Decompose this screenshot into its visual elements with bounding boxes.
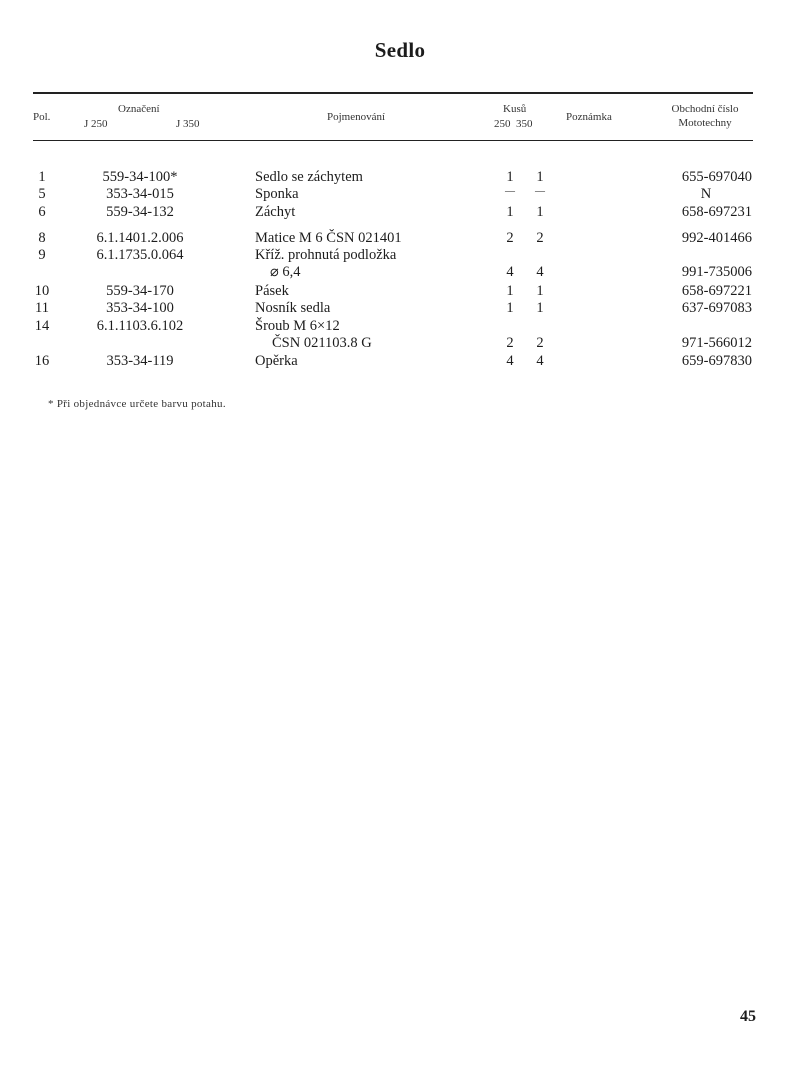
row-name: ⌀ 6,4: [270, 264, 301, 280]
row-code: 559-34-132: [106, 204, 174, 220]
row-name: Kříž. prohnutá podložka: [255, 247, 397, 263]
row-name: Pásek: [255, 283, 289, 299]
row-position: 8: [38, 230, 46, 246]
table-header-rule: [33, 140, 753, 141]
row-position: 10: [34, 283, 50, 299]
row-trade-number: 991-735006: [681, 264, 752, 280]
table-row: [0, 300, 800, 318]
row-qty-250: 1: [506, 204, 514, 220]
row-trade-number: 658-697221: [681, 283, 752, 299]
row-code: 353-34-100: [106, 300, 174, 316]
row-name: Záchyt: [255, 204, 296, 220]
row-code: 6.1.1735.0.064: [96, 247, 184, 263]
row-code: 559-34-170: [106, 283, 174, 299]
row-qty-250: 1: [506, 169, 514, 185]
row-position: 14: [34, 318, 50, 334]
row-qty-250: 1: [506, 283, 514, 299]
row-qty-350: 4: [536, 264, 544, 280]
row-qty-350: 2: [536, 335, 544, 351]
row-qty-250: 2: [506, 230, 514, 246]
table-row: [0, 186, 800, 204]
header-mototechny: Mototechny: [678, 117, 732, 129]
row-name: Sedlo se záchytem: [255, 169, 363, 185]
row-trade-number: 655-697040: [681, 169, 752, 185]
row-position: 5: [38, 186, 46, 202]
page-number: 45: [740, 1008, 756, 1025]
table-row: [0, 264, 800, 282]
header-pojmenovani: Pojmenování: [327, 111, 386, 123]
table-row: [0, 318, 800, 336]
table-row: [0, 230, 800, 248]
row-qty-250: 4: [506, 264, 514, 280]
row-position: 6: [38, 204, 46, 220]
table-row: [0, 335, 800, 353]
row-qty-250: 4: [506, 353, 514, 369]
row-position: 16: [34, 353, 50, 369]
header-j250: J 250: [84, 118, 108, 130]
row-trade-number: N: [700, 186, 712, 202]
footnote: * Při objednávce určete barvu potahu.: [48, 398, 226, 410]
row-name: Nosník sedla: [255, 300, 331, 316]
page-title: Sedlo: [374, 38, 426, 62]
row-qty-350: 1: [536, 169, 544, 185]
header-j350: J 350: [176, 118, 200, 130]
row-code: 559-34-100*: [102, 169, 178, 185]
row-qty-350: 4: [536, 353, 544, 369]
row-trade-number: 658-697231: [681, 204, 752, 220]
row-name: Šroub M 6×12: [255, 318, 340, 334]
row-trade-number: 637-697083: [681, 300, 752, 316]
header-kusu-sub: 250 350: [494, 118, 533, 130]
row-trade-number: 971-566012: [681, 335, 752, 351]
row-code: 6.1.1401.2.006: [96, 230, 184, 246]
row-name: Sponka: [255, 186, 299, 202]
table-top-rule: [33, 92, 753, 94]
row-code: 353-34-015: [106, 186, 174, 202]
table-row: [0, 283, 800, 301]
header-oznaceni: Označení: [118, 103, 160, 115]
row-qty-250: 1: [506, 300, 514, 316]
header-pol: Pol.: [33, 111, 51, 123]
row-qty-350: —: [535, 186, 545, 197]
row-position: 9: [38, 247, 46, 263]
row-position: 11: [35, 300, 49, 316]
header-kusu: Kusů: [503, 103, 527, 115]
table-row: [0, 353, 800, 371]
row-name: Opěrka: [255, 353, 298, 369]
row-position: 1: [38, 169, 46, 185]
header-poznamka: Poznámka: [566, 111, 612, 123]
row-qty-350: 1: [536, 300, 544, 316]
row-code: 6.1.1103.6.102: [96, 318, 184, 334]
row-qty-250: 2: [506, 335, 514, 351]
row-qty-250: —: [505, 186, 515, 197]
row-trade-number: 992-401466: [681, 230, 752, 246]
row-qty-350: 2: [536, 230, 544, 246]
row-name: ČSN 021103.8 G: [272, 335, 372, 351]
row-code: 353-34-119: [106, 353, 174, 369]
row-name: Matice M 6 ČSN 021401: [255, 230, 402, 246]
header-obchodni-cislo: Obchodní číslo: [671, 103, 739, 115]
row-qty-350: 1: [536, 204, 544, 220]
row-qty-350: 1: [536, 283, 544, 299]
table-row: [0, 247, 800, 265]
row-trade-number: 659-697830: [681, 353, 752, 369]
table-row: [0, 204, 800, 222]
table-row: [0, 169, 800, 187]
